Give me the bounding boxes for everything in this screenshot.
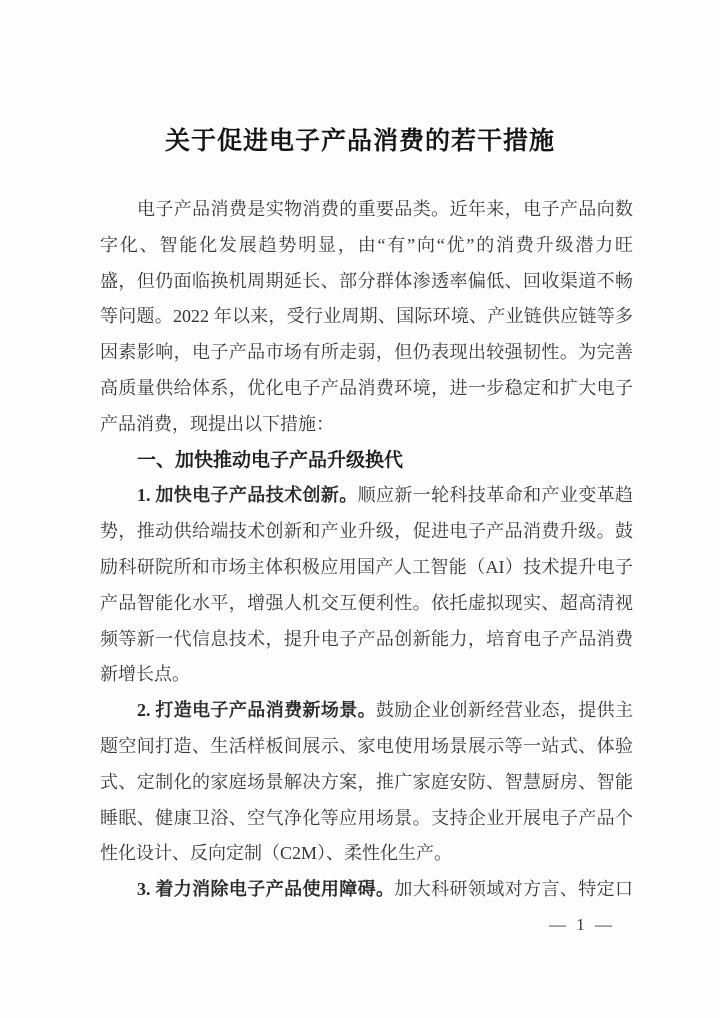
line-text: 鼓励企业创新经营业态，提供主: [376, 700, 633, 721]
paragraph-line: [100, 693, 633, 729]
line-text: 顺应新一轮科技革命和产业变革趋: [357, 485, 634, 506]
paragraph-line: 等问题。2022 年以来，受行业周期、国际环境、产业链供应链等多: [100, 306, 633, 327]
paragraph-line: 式、定制化的家庭场景解决方案，推广家庭安防、智慧厨房、智能: [100, 771, 633, 792]
document-title: 关于促进电子产品消费的若干措施: [164, 128, 555, 155]
page-number: — 1 —: [549, 915, 615, 934]
paragraph-line: 题空间打造、生活样板间展示、家电使用场景展示等一站式、体验: [100, 735, 633, 756]
paragraph-line: 高质量供给体系，优化电子产品消费环境，进一步稳定和扩大电子: [100, 377, 633, 398]
document-body: [100, 192, 633, 908]
paragraph-line: 睡眠、健康卫浴、空气净化等应用场景。支持企业开展电子产品个: [100, 807, 633, 828]
paragraph-line: 频等新一代信息技术，提升电子产品创新能力，培育电子产品消费: [100, 628, 633, 649]
paragraph-line: 励科研院所和市场主体积极应用国产人工智能（AI）技术提升电子: [100, 556, 633, 577]
paragraph-line: 因素影响，电子产品市场有所走弱，但仍表现出较强韧性。为完善: [100, 342, 633, 363]
paragraph-line: 字化、智能化发展趋势明显，由“有”向“优”的消费升级潜力旺: [100, 234, 633, 255]
section-heading: 一、加快推动电子产品升级换代: [137, 449, 404, 471]
bold-lead: 3. 着力消除电子产品使用障碍。: [137, 879, 395, 900]
paragraph-line: 产品消费，现提出以下措施：: [100, 413, 334, 434]
line-text: 加大科研领域对方言、特定口: [394, 879, 634, 900]
bold-lead: 1. 加快电子产品技术创新。: [137, 485, 358, 506]
paragraph-line: 势，推动供给端技术创新和产业升级，促进电子产品消费升级。鼓: [100, 521, 633, 542]
paragraph-line: [100, 872, 633, 908]
paragraph-line: 产品智能化水平，增强人机交互便利性。依托虚拟现实、超高清视: [100, 592, 633, 613]
paragraph-line: 电子产品消费是实物消费的重要品类。近年来，电子产品向数: [137, 199, 633, 219]
paragraph-line: 新增长点。: [100, 664, 190, 685]
paragraph-line: [100, 478, 633, 514]
bold-lead: 2. 打造电子产品消费新场景。: [137, 700, 376, 721]
paragraph-line: 性化设计、反向定制（C2M）、柔性化生产。: [100, 843, 453, 864]
paragraph-line: 盛，但仍面临换机周期延长、部分群体渗透率偏低、回收渠道不畅: [100, 270, 633, 291]
